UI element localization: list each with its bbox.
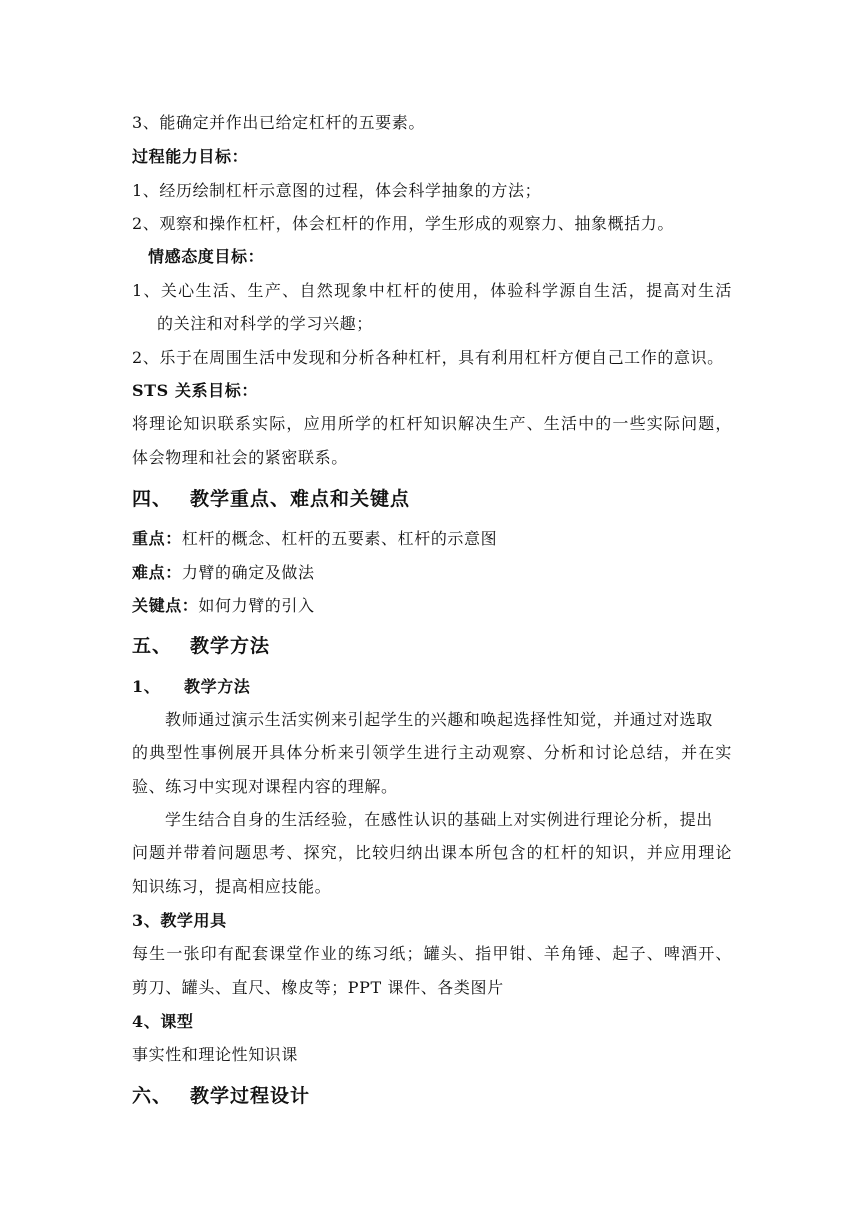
section-6-heading xyxy=(132,1083,732,1109)
method-para-1-line-1: 教师通过演示生活实例来引起学生的兴趣和唤起选择性知觉，并通过对选取 xyxy=(165,710,713,729)
tools-line-2: 剪刀、罐头、直尺、橡皮等；PPT 课件、各类图片 xyxy=(132,978,504,997)
section-4-title: 教学重点、难点和关键点 xyxy=(190,488,411,510)
key-point-line xyxy=(132,528,732,550)
sts-line-2: 体会物理和社会的紧密联系。 xyxy=(132,448,348,467)
section-4-heading xyxy=(132,486,732,512)
emotion-objectives-title: 情感态度目标： xyxy=(148,247,265,266)
section-6-number: 六、 xyxy=(132,1085,173,1107)
critical-point-line xyxy=(132,595,732,617)
method-para-2-line-1: 学生结合自身的生活经验，在感性认识的基础上对实例进行理论分析，提出 xyxy=(165,810,713,829)
method-para-1-line-2: 的典型性事例展开具体分析来引领学生进行主动观察、分析和讨论总结，并在实 xyxy=(132,743,732,762)
tools-line-1: 每生一张印有配套课堂作业的练习纸；罐头、指甲钳、羊角锤、起子、啤酒开、 xyxy=(132,944,732,963)
difficulty-text: 力臂的确定及做法 xyxy=(181,563,315,582)
method-para-2-line-3: 知识练习，提高相应技能。 xyxy=(132,877,332,896)
sts-objectives-title: STS 关系目标： xyxy=(132,381,258,400)
subsection-1-title: 教学方法 xyxy=(184,677,251,696)
sts-line-1: 将理论知识联系实际，应用所学的杠杆知识解决生产、生活中的一些实际问题， xyxy=(132,414,732,433)
key-point-text: 杠杆的概念、杠杆的五要素、杠杆的示意图 xyxy=(181,529,498,548)
emotion-item-1-line-1: 1、关心生活、生产、自然现象中杠杆的使用，体验科学源自生活，提高对生活 xyxy=(132,281,732,300)
process-item-1: 1、经历绘制杠杆示意图的过程，体会科学抽象的方法； xyxy=(132,181,542,200)
key-point-label: 重点： xyxy=(132,529,182,548)
difficulty-label: 难点： xyxy=(132,563,182,582)
method-para-1-line-3: 验、练习中实现对课程内容的理解。 xyxy=(132,777,398,796)
lesson-type-text: 事实性和理论性知识课 xyxy=(132,1045,299,1064)
emotion-item-2: 2、乐于在周围生活中发现和分析各种杠杆，具有利用杠杆方便自己工作的意识。 xyxy=(132,348,724,367)
process-item-2: 2、观察和操作杠杆，体会杠杆的作用，学生形成的观察力、抽象概括力。 xyxy=(132,214,674,233)
section-5-number: 五、 xyxy=(132,635,173,657)
section-5-title: 教学方法 xyxy=(190,635,271,657)
method-para-2-line-2: 问题并带着问题思考、探究，比较归纳出课本所包含的杠杆的知识，并应用理论 xyxy=(132,843,732,862)
subsection-1-number: 1、 xyxy=(132,677,161,696)
section-4-number: 四、 xyxy=(132,488,173,510)
emotion-item-1-line-2: 的关注和对科学的学习兴趣； xyxy=(157,314,373,333)
subsection-4-heading: 4、课型 xyxy=(132,1012,194,1031)
critical-point-text: 如何力臂的引入 xyxy=(198,596,315,615)
subsection-3-heading: 3、教学用具 xyxy=(132,911,227,930)
difficulty-line xyxy=(132,562,732,584)
section-6-title: 教学过程设计 xyxy=(190,1085,311,1107)
process-objectives-title: 过程能力目标： xyxy=(132,147,249,166)
objective-line-3: 3、能确定并作出已给定杠杆的五要素。 xyxy=(132,113,425,132)
subsection-1-heading xyxy=(132,676,732,698)
section-5-heading xyxy=(132,633,732,659)
critical-point-label: 关键点： xyxy=(132,596,199,615)
